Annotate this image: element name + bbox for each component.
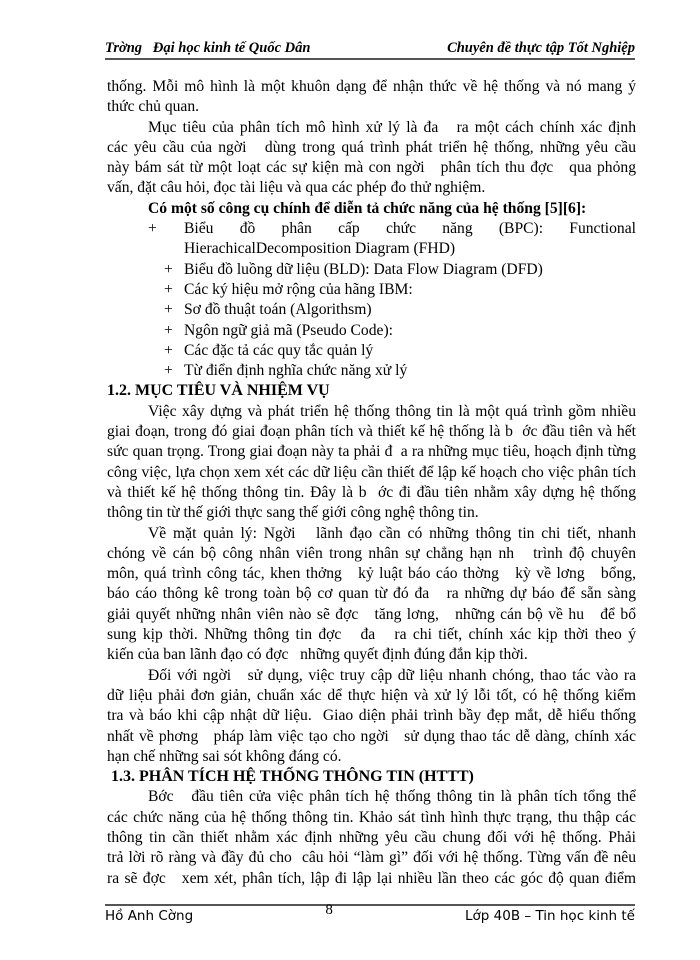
page-number: 8	[325, 902, 333, 918]
tools-intro: Có một số công cụ chính để diễn tả chức năng của hệ thống [5][6]:	[148, 199, 587, 217]
bullet-plus: +	[164, 260, 173, 278]
paragraph-line: hạn chế những sai sót không đáng có.	[107, 747, 342, 765]
footer-class: Lớp 40B – Tin học kinh tế	[465, 908, 635, 924]
document-body	[107, 77, 636, 889]
paragraph-line: giai đoạn, trong đó giai đoạn phân tích và thiết kế hệ thống là b ớc đầu tiên và hết	[107, 423, 636, 441]
tool-item-text: Các ký hiệu mở rộng của hãng IBM:	[184, 280, 413, 298]
tool-item	[107, 321, 636, 341]
paragraph-line: công việc, lựa chọn xem xét các dữ liệu cần thiết để lập kế hoạch cho việc phân tích	[107, 463, 636, 481]
paragraph-line: dữ liệu phải đơn giản, chuẩn xác dể thực hiện và xử lý lỗi tốt, có hệ thống kiểm	[107, 686, 636, 704]
bullet-plus: +	[164, 280, 173, 298]
page-footer	[105, 904, 635, 924]
bullet-plus: +	[164, 301, 173, 319]
paragraph-line: Về mặt quản lý: Ngời lãnh đạo cần có những thông tin chi tiết, nhanh	[148, 524, 636, 542]
paragraph-line: và thiết kế hệ thống thông tin. Đây là b ớc đi đầu tiên nhằm xây dựng hệ thống	[107, 483, 636, 501]
paragraph-line: nhất về phơng pháp làm việc tạo cho ngời sử dụng thao tác dễ dàng, chính xác	[107, 727, 636, 745]
paragraph-line: Bớc đầu tiên cửa việc phân tích hệ thống thông tin là phân tích tổng thể	[148, 788, 636, 806]
tool-item	[107, 361, 636, 381]
paragraph-line: thống. Mỗi mô hình là một khuôn dạng để nhận thức về hệ thống và nó mang ý	[107, 78, 636, 95]
tool-item-text: Biểu đồ phân cấp chức năng (BPC): Functional	[184, 220, 636, 238]
paragraph-line: các yêu cầu của ngời dùng trong quá trình phát triển hệ thống, những yêu cầu	[107, 138, 636, 156]
paragraph-line: thức chủ quan.	[107, 98, 200, 116]
tool-item	[107, 219, 636, 239]
tool-item-text: Sơ đồ thuật toán (Algorithsm)	[184, 301, 372, 319]
bullet-plus: +	[164, 341, 173, 359]
paragraph-line: báo cáo thông kê trong toàn bộ cơ quan từ đó đa ra những dự báo để sẵn sàng	[107, 585, 636, 603]
paragraph-line: tra và báo khi cập nhật dữ liệu. Giao diện phải trình bầy đẹp mắt, dễ hiểu thống	[107, 707, 636, 725]
tool-item-continuation: HierachicalDecomposition Diagram (FHD)	[184, 240, 456, 258]
paragraph-line: Việc xây dựng và phát triển hệ thống thông tin là một quá trình gồm nhiều	[148, 402, 636, 420]
tool-item	[107, 300, 636, 320]
paragraph-line: giải quyết những nhân viên nào sẽ đợc tăng lơng, những cán bộ về hu để bổ	[107, 605, 636, 623]
tool-item-text: Các đặc tả các quy tắc quản lý	[184, 341, 374, 359]
tool-item	[107, 341, 636, 361]
bullet-plus: +	[164, 362, 173, 380]
bullet-plus: +	[164, 321, 173, 339]
tool-item	[107, 280, 636, 300]
tool-item-text: Biểu đồ luồng dữ liệu (BLD): Data Flow Diagram (DFD)	[184, 260, 543, 278]
paragraph-line: các chức năng của hệ thống thông tin. Khảo sát tình hình thực trạng, thu thập các	[107, 808, 636, 826]
paragraph-line: ra sẽ đợc xem xét, phân tích, lập đi lập lại nhiều lần theo các góc độ quan điểm	[107, 869, 636, 887]
header-title: Chuyên đề thực tập Tốt Nghiệp	[447, 40, 635, 56]
paragraph-line: này bám sát từ một loạt các sự kiện mà con ngời phân tích thu đợc qua phỏng	[107, 159, 636, 177]
header-university: Trờng Đại học kinh tế Quốc Dân	[105, 40, 311, 56]
footer-author: Hồ Anh Cờng	[105, 908, 194, 924]
paragraph-line: kiến của ban lãnh đạo có đợc những quyết định đúng đắn kịp thời.	[107, 646, 528, 664]
paragraph-line: thông tin cần thiết nhằm xác định những yêu cầu chung đối với hệ thống. Phải	[107, 828, 636, 846]
tool-item-text: Từ điển định nghĩa chức năng xử lý	[184, 362, 408, 380]
paragraph-line: sung kịp thời. Những thông tin đợc đa ra chi tiết, chính xác kịp thời theo ý	[107, 626, 636, 644]
page-header	[105, 40, 635, 60]
bullet-plus: +	[148, 220, 157, 238]
section-heading: 1.2. MỤC TIÊU VÀ NHIỆM VỤ	[107, 382, 330, 400]
paragraph-line: Đối với ngời sử dụng, việc truy cập dữ liệu nhanh chóng, thao tác vào ra	[148, 666, 636, 684]
paragraph-line: vấn, đặt câu hỏi, đọc tài liệu và qua các phép đo thử nghiệm.	[107, 179, 486, 197]
paragraph-line: sức quan trọng. Trong giai đoạn này ta phải đ a ra những mục tiêu, hoạch định từng	[107, 443, 636, 461]
paragraph-line: Mục tiêu của phân tích mô hình xử lý là đa ra một cách chính xác định	[148, 118, 636, 136]
paragraph-line: thông tin từ thế giới thực sang thế giới công nghệ thông tin.	[107, 504, 479, 522]
section-heading: 1.3. PHÂN TÍCH HỆ THỐNG THÔNG TIN (HTTT)	[111, 768, 474, 786]
paragraph-line: môn, quá trình công tác, khen thởng kỷ luật báo cáo thờng kỳ về lơng bổng,	[107, 565, 636, 583]
tool-item	[107, 260, 636, 280]
paragraph-line: chóng về cán bộ công nhân viên trong nhân sự chẳng hạn nh trình độ chuyên	[107, 544, 636, 562]
paragraph-line: trả lời rõ ràng và đầy đủ cho câu hỏi “làm gì” đối với hệ thống. Từng vấn đề nêu	[107, 849, 636, 867]
tool-item-text: Ngôn ngữ giả mã (Pseudo Code):	[184, 321, 393, 339]
